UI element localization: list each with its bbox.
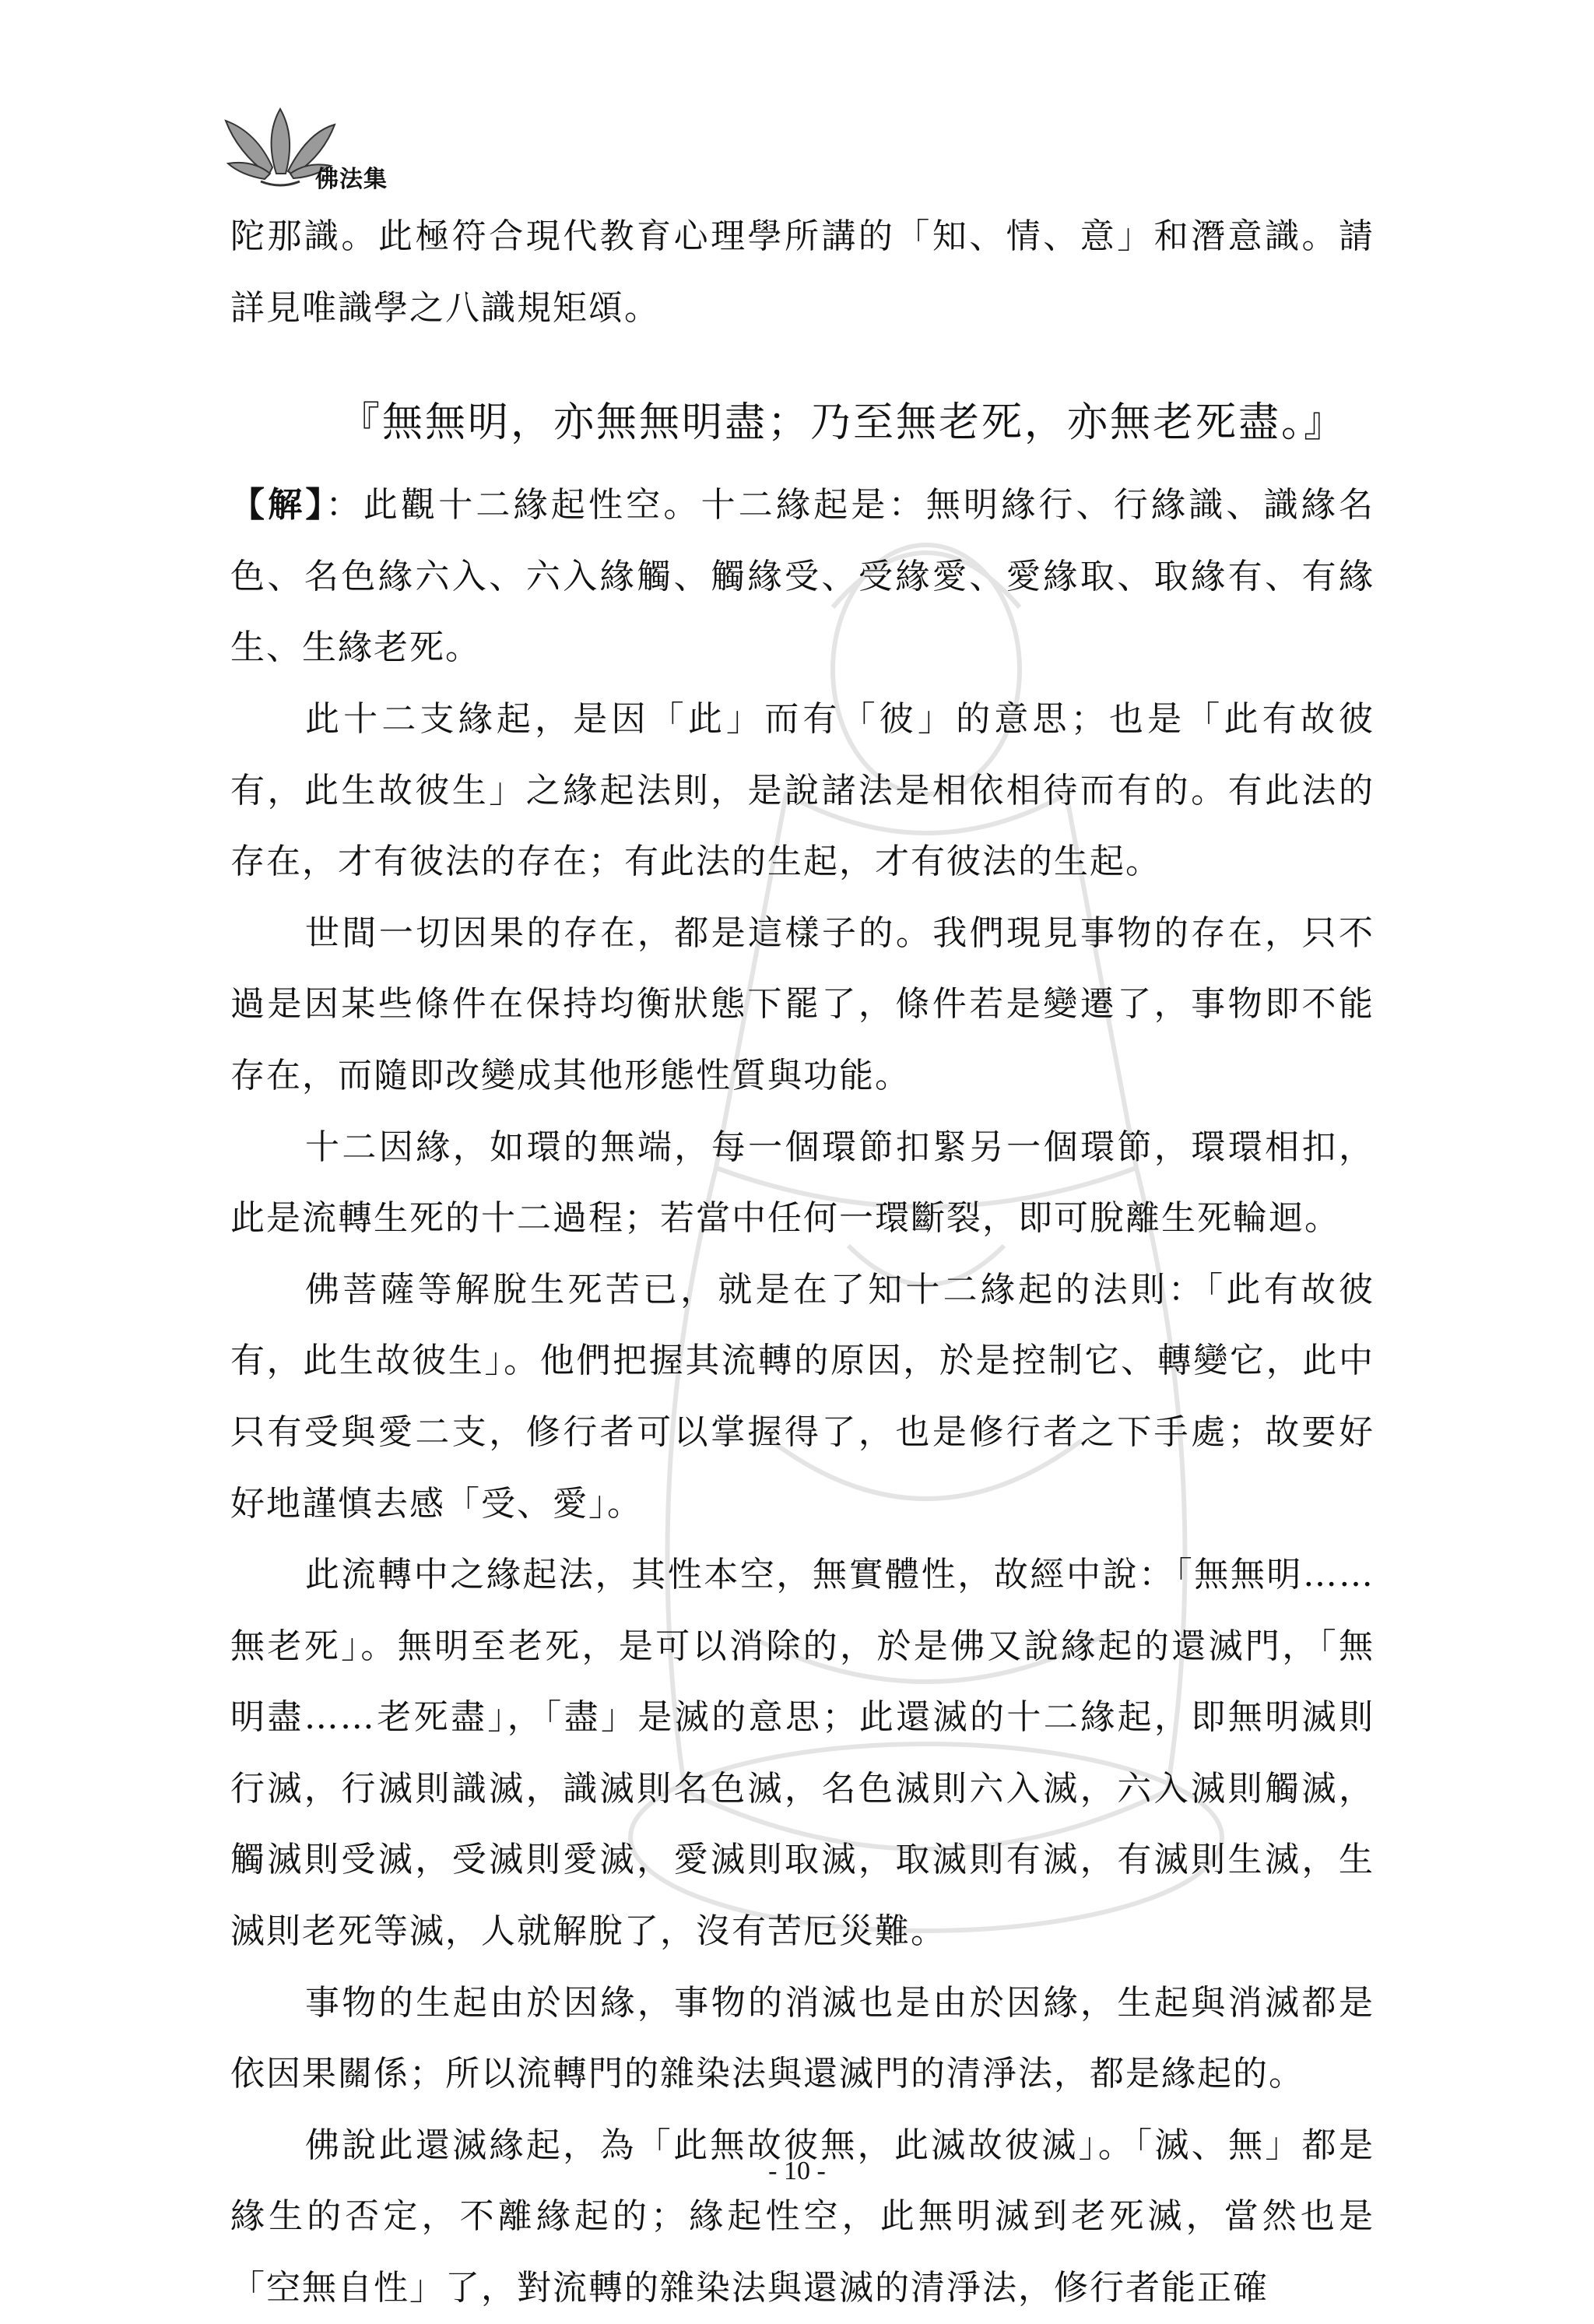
body-paragraph: 此十二支緣起，是因「此」而有「彼」的意思；也是「此有故彼有，此生故彼生」之緣起法則，是說諸法是相依相待而有的。有此法的存在，才有彼法的存在；有此法的生起，才有彼法的生起。 <box>230 698 1375 882</box>
sutra-verse: 『無無明，亦無無明盡；乃至無老死，亦無老死盡。』 <box>339 399 1347 447</box>
logo-text: 佛法集 <box>315 166 388 193</box>
intro-paragraph: 陀那識。此極符合現代教育心理學所講的「知、情、意」和潛意識。請詳見唯識學之八識規矩頌。 <box>230 216 1375 328</box>
page-number: - 10 - <box>768 2157 826 2185</box>
body-paragraph: 事物的生起由於因緣，事物的消滅也是由於因緣，生起與消滅都是依因果關係；所以流轉門的雜染法與還滅門的清淨法，都是緣起的。 <box>230 1982 1375 2094</box>
body-paragraph: 十二因緣，如環的無端，每一個環節扣緊另一個環節，環環相扣，此是流轉生死的十二過程；若當中任何一環斷裂，即可脫離生死輪迴。 <box>230 1127 1375 1239</box>
body-paragraph: 佛菩薩等解脫生死苦已，就是在了知十二緣起的法則：「此有故彼有，此生故彼生」。他們把握其流轉的原因，於是控制它、轉變它，此中只有受與愛二支，修行者可以掌握得了，也是修行者之下手處；故要好好地謹慎去感「受、愛」。 <box>230 1269 1375 1524</box>
page-body <box>230 201 1375 2324</box>
header-logo <box>222 105 401 199</box>
body-paragraph: 此流轉中之緣起法，其性本空，無實體性，故經中說：「無無明……無老死」。無明至老死，是可以消除的，於是佛又說緣起的還滅門，「無明盡……老死盡」，「盡」是滅的意思；此還滅的十二緣起，即無明滅則行滅，行滅則識滅，識滅則名色滅，名色滅則六入滅，六入滅則觸滅，觸滅則受滅，受滅則愛滅，愛滅則取滅，取滅則有滅，有滅則生滅，生滅則老死等滅，人就解脫了，沒有苦厄災難。 <box>230 1555 1375 1952</box>
explanation-label: 【解】 <box>230 485 326 526</box>
body-paragraph: 佛說此還滅緣起，為「此無故彼無，此滅故彼滅」。「滅、無」都是緣生的否定，不離緣起的；緣起性空，此無明滅到老死滅，當然也是「空無自性」了，對流轉的雜染法與還滅的清淨法，修行者能正確 <box>230 2125 1375 2308</box>
explanation-paragraph <box>230 469 1375 684</box>
explanation-text: ：此觀十二緣起性空。十二緣起是：無明緣行、行緣識、識緣名色、名色緣六入、六入緣觸、觸緣受、受緣愛、愛緣取、取緣有、有緣生、生緣老死。 <box>230 485 1375 668</box>
body-paragraph: 世間一切因果的存在，都是這樣子的。我們現見事物的存在，只不過是因某些條件在保持均衡狀態下罷了，條件若是變遷了，事物即不能存在，而隨即改變成其他形態性質與功能。 <box>230 912 1375 1095</box>
